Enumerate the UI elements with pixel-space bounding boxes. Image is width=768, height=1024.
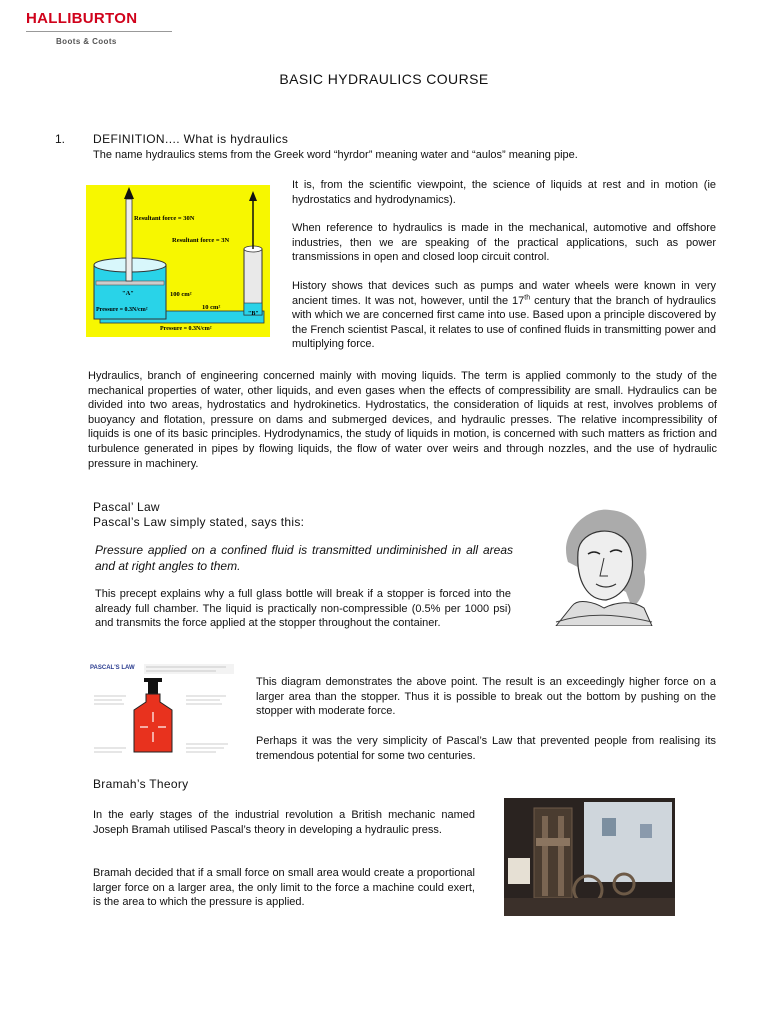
company-logo: HALLIBURTON	[26, 10, 138, 27]
bramah-paragraph-2: Bramah decided that if a small force on small area would create a proportional larger force on a larger area, the only limit to the force a machine could exert, is the area to which the pressure is applied.	[93, 867, 475, 909]
piston-a-label: "A"	[122, 290, 134, 297]
history-text-after: century that the branch of hydraulics with which we are concerned first came into use. Based upon a principle discovered by the French scientist Pascal, it relates to use of confined fluids in transmitting power and multiplying force.	[292, 294, 716, 351]
press-photo-graphic	[504, 798, 675, 916]
hydraulics-definition-paragraph: Hydraulics, branch of engineering concerned mainly with moving liquids. The term is applied commonly to the study of the mechanical properties of water, other liquids, and even gases when the effects of compressibility are small. Hydraulics can be divided into two areas, hydrostatics and hydrokinetics. Hydrostatics, the consideration of liquids at rest, involves problems of buoyancy and flotation, pressure on dams and submerged devices, and hydraulic presses. The relative incompressibility of liquids is one of its basic principles. Hydrodynamics, the study of liquids in motion, is concerned with such matters as friction and turbulence generated in pipes by flowing liquids, the flow of water over weirs and through nozzles, and the use of hydraulic pressure in machinery.	[88, 370, 717, 470]
area-100-label: 100 cm²	[170, 291, 192, 298]
resultant-force-30-label: Resultant force = 30N	[134, 215, 195, 222]
history-text-before: History shows that devices such as pumps and water wheels were known in very ancient times. It was not, however, until the 17	[292, 279, 716, 307]
bottle-diagram-graphic	[86, 660, 238, 760]
pascal-law-heading: Pascal’ Law	[93, 500, 160, 514]
hydraulic-press-photo	[504, 798, 675, 916]
section-number: 1.	[55, 132, 66, 146]
applications-paragraph: When reference to hydraulics is made in the mechanical, automotive and offshore industries, then we are speaking of the practical applications, such as power transmissions in open and closed loop circuit control.	[292, 222, 716, 264]
bramah-theory-heading: Bramah’s Theory	[93, 777, 189, 791]
page-title: BASIC HYDRAULICS COURSE	[279, 71, 489, 87]
pascal-law-quote: Pressure applied on a confined fluid is transmitted undiminished in all areas and at right angles to them.	[95, 543, 513, 573]
company-logo-subtitle: Boots & Coots	[56, 37, 117, 46]
pascal-law-subheading: Pascal’s Law simply stated, says this:	[93, 515, 305, 529]
cylinder-diagram-graphic	[86, 185, 270, 337]
right-column-text	[292, 178, 716, 352]
history-ordinal-suffix: th	[524, 293, 531, 301]
section-heading: DEFINITION.... What is hydraulics	[93, 132, 289, 146]
pascal-precept-paragraph: This precept explains why a full glass bottle will break if a stopper is forced into the already full chamber. The liquid is practically non-compressible (0.5% per 1000 psi) and transmits the force applied at the stopper throughout the container.	[95, 588, 511, 630]
portrait-sketch-graphic	[548, 502, 658, 626]
pascal-portrait	[548, 502, 658, 626]
pressure-left-label: Pressure = 0.3N/cm²	[96, 307, 148, 313]
logo-divider	[26, 31, 172, 32]
piston-b-label: "B"	[248, 311, 259, 317]
pressure-bottom-label: Pressure = 0.3N/cm²	[160, 326, 212, 332]
science-paragraph: It is, from the scientific viewpoint, the science of liquids at rest and in motion (ie hydrostatics and hydrodynamics).	[292, 179, 716, 206]
resultant-force-3-label: Resultant force = 3N	[172, 237, 230, 244]
history-paragraph	[292, 279, 716, 352]
pascal-bottle-diagram	[86, 660, 238, 760]
pascal-diagram-label: PASCAL'S LAW	[90, 665, 135, 671]
diagram-explanation-paragraph: This diagram demonstrates the above point. The result is an exceedingly higher force on a larger area than the stopper. Thus it is possible to break out the bottom by pushing on the stopper with moderate force.	[256, 676, 716, 718]
intro-paragraph: The name hydraulics stems from the Greek word “hyrdor” meaning water and “aulos” meaning pipe.	[93, 149, 578, 161]
area-10-label: 10 cm²	[202, 304, 221, 311]
hydraulics-cylinder-figure	[86, 185, 270, 337]
pascal-simplicity-paragraph: Perhaps it was the very simplicity of Pascal’s Law that prevented people from realising its tremendous potential for some two centuries.	[256, 735, 716, 762]
bramah-paragraph-1: In the early stages of the industrial revolution a British mechanic named Joseph Bramah utilised Pascal’s theory in developing a hydraulic press.	[93, 809, 475, 836]
